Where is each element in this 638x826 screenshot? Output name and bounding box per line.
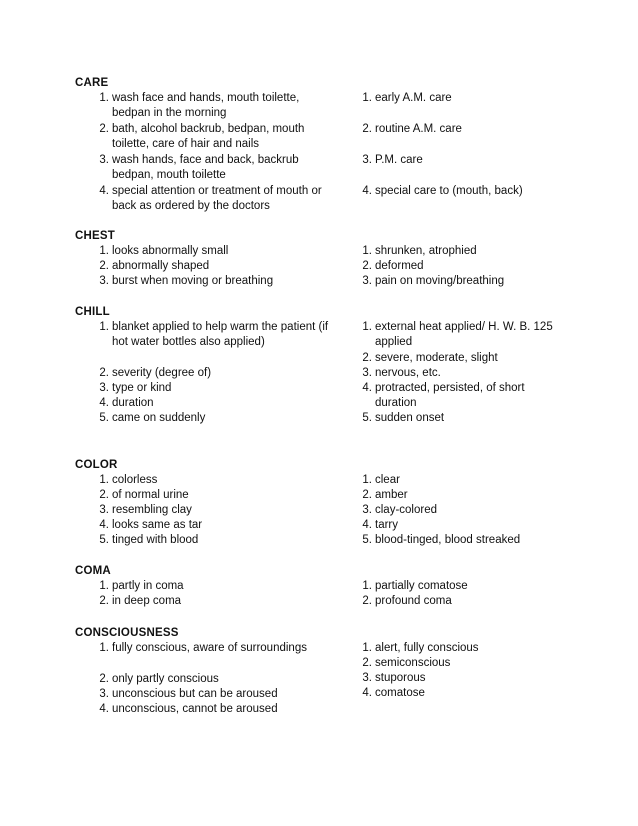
item-text: wash hands, face and back, backrub bedpan, mouth toilette	[112, 154, 299, 182]
item-number: 2.	[362, 489, 372, 501]
item-text: amber	[375, 489, 408, 501]
item-text: clear	[375, 474, 400, 486]
item-number: 1.	[99, 580, 109, 592]
item-text: nervous, etc.	[375, 367, 441, 379]
item-number: 1.	[362, 642, 372, 654]
item-number: 5.	[362, 534, 372, 546]
item-number: 4.	[362, 185, 372, 197]
item-number: 4.	[362, 687, 372, 699]
item-number: 3.	[99, 154, 109, 166]
item-number: 4.	[99, 519, 109, 531]
item-text: partly in coma	[112, 580, 184, 592]
item-text: fully conscious, aware of surroundings	[112, 642, 307, 654]
item-number: 1.	[99, 321, 109, 333]
item-text: stuporous	[375, 672, 426, 684]
item-text: looks abnormally small	[112, 245, 229, 257]
item-text: pain on moving/breathing	[375, 275, 505, 287]
item-number: 5.	[99, 412, 109, 424]
item-number: 1.	[99, 92, 109, 104]
item-number: 3.	[99, 275, 109, 287]
item-text: severity (degree of)	[112, 367, 212, 379]
item-number: 3.	[99, 504, 109, 516]
item-number: 2.	[362, 260, 372, 272]
item-text: comatose	[375, 687, 425, 699]
item-text: blanket applied to help warm the patient (if hot water bottles also applied)	[112, 321, 329, 349]
item-text: alert, fully conscious	[375, 642, 479, 654]
item-text: bath, alcohol backrub, bedpan, mouth toilette, care of hair and nails	[112, 123, 305, 151]
item-text: came on suddenly	[112, 412, 206, 424]
item-number: 3.	[362, 672, 372, 684]
item-text: sudden onset	[375, 412, 445, 424]
item-text: burst when moving or breathing	[112, 275, 274, 287]
item-number: 1.	[99, 474, 109, 486]
item-number: 2.	[99, 595, 109, 607]
item-number: 4.	[99, 185, 109, 197]
item-text: in deep coma	[112, 595, 182, 607]
item-text: looks same as tar	[112, 519, 203, 531]
item-text: of normal urine	[112, 489, 189, 501]
item-number: 3.	[362, 275, 372, 287]
item-number: 2.	[99, 673, 109, 685]
item-number: 2.	[99, 123, 109, 135]
item-text: external heat applied/ H. W. B. 125 applied	[375, 321, 553, 349]
item-text: colorless	[112, 474, 158, 486]
item-number: 1.	[362, 474, 372, 486]
item-number: 1.	[362, 580, 372, 592]
item-number: 5.	[362, 412, 372, 424]
item-number: 1.	[362, 245, 372, 257]
item-text: special care to (mouth, back)	[375, 185, 523, 197]
item-text: severe, moderate, slight	[375, 352, 498, 364]
item-text: profound coma	[375, 595, 452, 607]
item-text: tinged with blood	[112, 534, 199, 546]
item-number: 5.	[99, 534, 109, 546]
item-text: tarry	[375, 519, 398, 531]
section-heading: COMA	[75, 565, 111, 577]
item-number: 2.	[362, 123, 372, 135]
item-number: 2.	[99, 489, 109, 501]
item-text: early A.M. care	[375, 92, 452, 104]
section-heading: CARE	[75, 77, 109, 89]
item-number: 1.	[362, 321, 372, 333]
item-text: type or kind	[112, 382, 172, 394]
item-text: only partly conscious	[112, 673, 219, 685]
item-text: blood-tinged, blood streaked	[375, 534, 521, 546]
section-heading: CHEST	[75, 230, 115, 242]
item-text: partially comatose	[375, 580, 468, 592]
item-number: 2.	[362, 595, 372, 607]
item-number: 4.	[362, 382, 372, 394]
item-text: clay-colored	[375, 504, 437, 516]
item-number: 1.	[99, 245, 109, 257]
item-text: P.M. care	[375, 154, 423, 166]
section-heading: CONSCIOUSNESS	[75, 627, 179, 639]
item-text: abnormally shaped	[112, 260, 210, 272]
item-number: 4.	[99, 703, 109, 715]
section-heading: CHILL	[75, 306, 110, 318]
item-number: 2.	[99, 260, 109, 272]
item-number: 1.	[362, 92, 372, 104]
item-text: protracted, persisted, of short duration	[375, 382, 525, 410]
item-number: 3.	[362, 504, 372, 516]
item-number: 4.	[362, 519, 372, 531]
item-number: 3.	[362, 154, 372, 166]
item-text: routine A.M. care	[375, 123, 462, 135]
item-number: 2.	[362, 352, 372, 364]
item-number: 3.	[362, 367, 372, 379]
item-text: unconscious but can be aroused	[112, 688, 278, 700]
item-number: 3.	[99, 688, 109, 700]
item-text: deformed	[375, 260, 424, 272]
item-text: unconscious, cannot be aroused	[112, 703, 278, 715]
item-text: wash face and hands, mouth toilette, bedpan in the morning	[112, 92, 300, 120]
item-text: semiconscious	[375, 657, 451, 669]
item-text: special attention or treatment of mouth or back as ordered by the doctors	[112, 185, 322, 213]
item-text: resembling clay	[112, 504, 192, 516]
section-heading: COLOR	[75, 459, 118, 471]
item-number: 2.	[362, 657, 372, 669]
item-number: 2.	[99, 367, 109, 379]
item-text: duration	[112, 397, 154, 409]
item-number: 3.	[99, 382, 109, 394]
item-text: shrunken, atrophied	[375, 245, 477, 257]
item-number: 4.	[99, 397, 109, 409]
item-number: 1.	[99, 642, 109, 654]
